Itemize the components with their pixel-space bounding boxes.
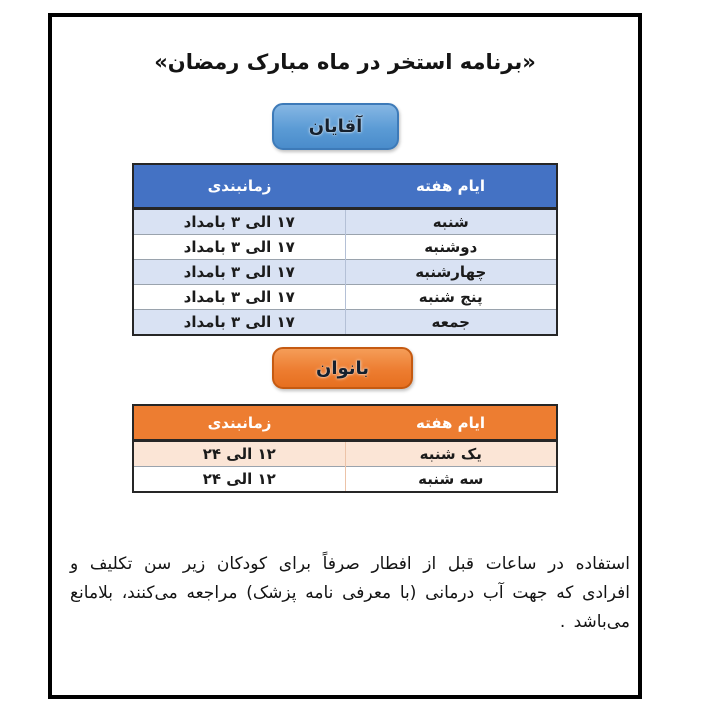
table-row [133,467,557,493]
time-cell: ۱۷ الی ۳ بامداد [133,235,345,260]
table-row [133,285,557,310]
men-schedule-table [132,163,558,336]
women-schedule-table [132,404,558,493]
men-section-badge-label: آقایان [308,116,363,137]
time-cell: ۱۲ الی ۲۴ [133,467,345,493]
men-header-days: ایام هفته [345,164,557,209]
day-cell: سه شنبه [345,467,557,493]
women-header-days: ایام هفته [345,405,557,441]
time-cell: ۱۲ الی ۲۴ [202,445,276,463]
table-row [133,441,557,467]
table-row [133,235,557,260]
day-cell: دوشنبه [345,235,557,260]
men-table-header-row [133,164,557,209]
time-cell: ۱۷ الی ۳ بامداد [133,260,345,285]
women-section-badge-label: بانوان [315,357,370,379]
day-cell: شنبه [345,209,557,235]
footer-note: استفاده در ساعات قبل از افطار صرفاً برای کودکان زیر سن تکلیف و افرادی که جهت آب درمانی (با معرفی نامه پزشک) مراجعه می‌کنند، بلامانع می‌باشد . [70,554,630,632]
day-cell: جمعه [345,310,557,336]
time-cell: ۱۷ الی ۳ بامداد [133,285,345,310]
women-section-badge [272,347,413,389]
time-cell: ۱۷ الی ۳ بامداد [183,213,295,231]
men-header-timing: زمانبندی [133,164,345,209]
women-header-timing: زمانبندی [133,405,345,441]
table-row [133,260,557,285]
time-cell: ۱۷ الی ۳ بامداد [133,310,345,336]
men-section-badge [272,103,399,150]
women-table-header-row [133,405,557,441]
table-row [133,209,557,235]
day-cell: چهارشنبه [345,260,557,285]
day-cell: یک شنبه [345,441,557,467]
document-title: «برنامه استخر در ماه مبارک رمضان» [154,50,536,74]
day-cell: پنج شنبه [345,285,557,310]
table-row [133,310,557,336]
